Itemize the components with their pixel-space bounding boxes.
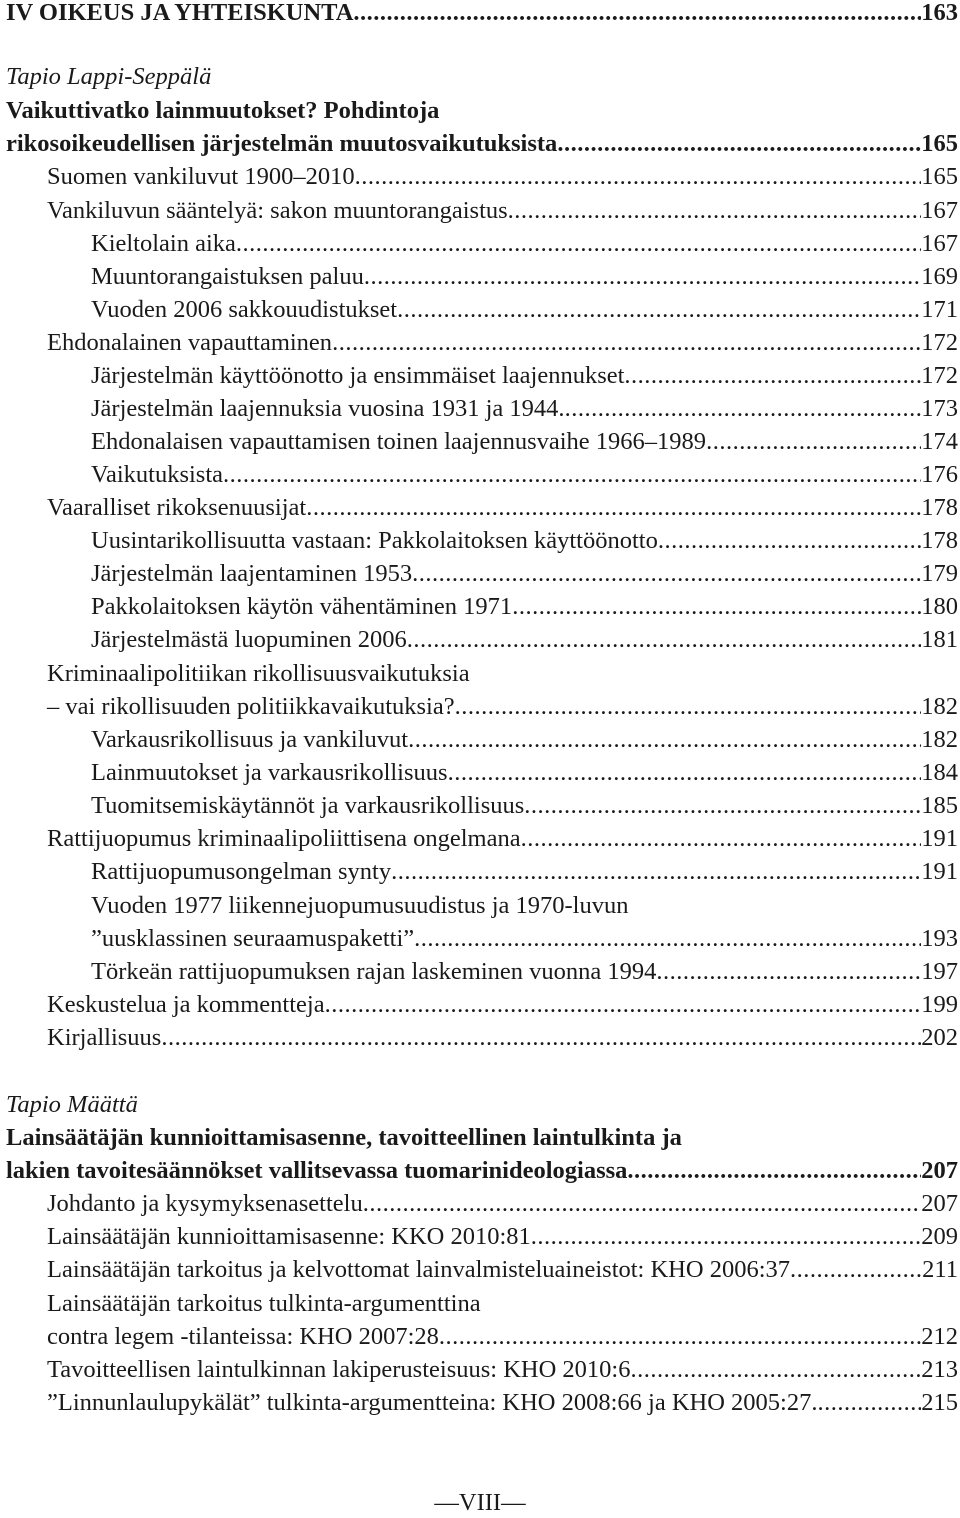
page-number: 169: [921, 263, 958, 290]
toc-subentry[interactable]: ”uusklassinen seuraamuspaketti” ..... 193: [0, 922, 958, 955]
page-number: 213: [921, 1356, 958, 1383]
toc-subentry[interactable]: Vaikutuksista ..... 176: [0, 458, 958, 491]
dot-leader: [521, 822, 922, 855]
dot-leader: [223, 458, 921, 491]
dot-leader: [363, 1187, 922, 1220]
toc-entry[interactable]: Lainsäätäjän kunnioittamisasenne: KKO 2010:81 ..... 209: [0, 1220, 958, 1253]
dot-leader: [531, 1220, 921, 1253]
toc-subentry[interactable]: Tuomitsemiskäytännöt ja varkausrikollisuus ..... 185: [0, 789, 958, 822]
page-folio: —VIII—: [434, 1489, 526, 1516]
page-number: 167: [921, 230, 958, 257]
page-number: 176: [921, 461, 958, 488]
toc-entry[interactable]: Keskustelua ja kommentteja ..... 199: [0, 988, 958, 1021]
dot-leader: [455, 690, 922, 723]
dot-leader: [355, 160, 922, 193]
toc-subentry[interactable]: Järjestelmän laajentaminen 1953 ..... 179: [0, 557, 958, 590]
page-number: 207: [921, 1190, 958, 1217]
page-number: 182: [921, 726, 958, 753]
page-number: 179: [921, 560, 958, 587]
toc-entry[interactable]: Suomen vankiluvut 1900–2010 ..... 165: [0, 160, 958, 193]
toc-subentry[interactable]: Järjestelmästä luopuminen 2006 ..... 181: [0, 623, 958, 656]
toc-subentry[interactable]: Varkausrikollisuus ja vankiluvut ..... 182: [0, 723, 958, 756]
page-number: 174: [921, 428, 958, 455]
toc-entry[interactable]: Vaaralliset rikoksenuusijat ..... 178: [0, 491, 958, 524]
chapter-title: Vaikuttivatko lainmuutokset? Pohdintoja: [6, 97, 440, 124]
page-number: 181: [921, 626, 958, 653]
toc-subentry[interactable]: Muuntorangaistuksen paluu ..... 169: [0, 260, 958, 293]
page-number: 165: [921, 163, 958, 190]
toc-subentry[interactable]: Järjestelmän laajennuksia vuosina 1931 ja 1944. ..... 173: [0, 392, 958, 425]
chapter-title-entry[interactable]: rikosoikeudellisen järjestelmän muutosvaikutuksista ..... 165: [0, 127, 958, 160]
page-number: 178: [921, 527, 958, 554]
page-number: 193: [921, 925, 958, 952]
toc-subentry[interactable]: Ehdonalaisen vapauttamisen toinen laajennusvaihe 1966–1989 ..... 174: [0, 425, 958, 458]
toc-subentry[interactable]: Kieltolain aika ..... 167: [0, 227, 958, 260]
toc-subentry[interactable]: Uusintarikollisuutta vastaan: Pakkolaitoksen käyttöönotto ..... 178: [0, 524, 958, 557]
toc-subentry-heading-line: Vuoden 1977 liikennejuopumusuudistus ja 1970-luvun: [91, 892, 629, 919]
page-number: 209: [921, 1223, 958, 1250]
dot-leader: [624, 359, 921, 392]
page-number: 163: [921, 0, 958, 26]
dot-leader: [407, 623, 922, 656]
dot-leader: [364, 260, 921, 293]
dot-leader: [658, 524, 921, 557]
page-number: 197: [921, 958, 958, 985]
page-number: 184: [921, 759, 958, 786]
toc-entry-heading-line: Kriminaalipolitiikan rikollisuusvaikutuksia: [47, 660, 470, 687]
toc-subentry[interactable]: Lainmuutokset ja varkausrikollisuus ..... 184: [0, 756, 958, 789]
dot-leader: [565, 392, 922, 425]
dot-leader: [630, 1353, 921, 1386]
dot-leader: [706, 425, 921, 458]
page-number: 172: [921, 329, 958, 356]
toc-entry[interactable]: – vai rikollisuuden politiikkavaikutuksia? ..... 182: [0, 690, 958, 723]
dot-leader: [414, 922, 921, 955]
dot-leader: [557, 127, 921, 160]
toc-section-heading[interactable]: [0, 0, 958, 29]
page-number: 191: [921, 858, 958, 885]
toc-entry[interactable]: Vankiluvun sääntelyä: sakon muuntorangaistus ..... 167: [0, 194, 958, 227]
dot-leader: [353, 0, 921, 29]
chapter-title-entry[interactable]: lakien tavoitesäännökset vallitsevassa tuomarinideologiassa ..... 207: [0, 1154, 958, 1187]
dot-leader: [325, 988, 922, 1021]
dot-leader: [236, 227, 921, 260]
dot-leader: [397, 293, 921, 326]
section-title: IV OIKEUS JA YHTEISKUNTA: [6, 0, 354, 26]
page-number: 215: [921, 1389, 958, 1416]
dot-leader: [817, 1386, 921, 1419]
toc-subentry[interactable]: Vuoden 2006 sakkouudistukset ..... 171: [0, 293, 958, 326]
chapter-author: Tapio Lappi-Seppälä: [6, 63, 212, 90]
page-number: 165: [921, 130, 958, 157]
chapter-author: Tapio Määttä: [6, 1091, 138, 1118]
dot-leader: [332, 326, 921, 359]
page-number: 180: [921, 593, 958, 620]
dot-leader: [391, 855, 921, 888]
toc-subentry[interactable]: Rattijuopumusongelman synty ..... 191: [0, 855, 958, 888]
dot-leader: [412, 557, 921, 590]
toc-subentry[interactable]: Järjestelmän käyttöönotto ja ensimmäiset laajennukset ..... 172: [0, 359, 958, 392]
dot-leader: [439, 1320, 921, 1353]
dot-leader: [408, 723, 921, 756]
dot-leader: [656, 955, 921, 988]
toc-entry[interactable]: Ehdonalainen vapauttaminen ..... 172: [0, 326, 958, 359]
toc-entry[interactable]: contra legem -tilanteissa: KHO 2007:28 ..... 212: [0, 1320, 958, 1353]
chapter-title: Lainsäätäjän kunnioittamisasenne, tavoitteellinen laintulkinta ja: [6, 1124, 682, 1151]
page-number: 191: [921, 825, 958, 852]
page-number: 199: [921, 991, 958, 1018]
dot-leader: [524, 789, 921, 822]
toc-entry[interactable]: Lainsäätäjän tarkoitus ja kelvottomat lainvalmisteluaineistot: KHO 2006:37 ..... 211: [0, 1253, 958, 1286]
page-number: 185: [921, 792, 958, 819]
page-number: 178: [921, 494, 958, 521]
toc-subentry[interactable]: Törkeän rattijuopumuksen rajan laskeminen vuonna 1994 ..... 197: [0, 955, 958, 988]
toc-subentry[interactable]: Pakkolaitoksen käytön vähentäminen 1971 ..... 180: [0, 590, 958, 623]
page-number: 211: [922, 1256, 958, 1283]
page-number: 173: [921, 395, 958, 422]
dot-leader: [508, 194, 922, 227]
page-number: 171: [921, 296, 958, 323]
page-number: 212: [921, 1323, 958, 1350]
toc-entry[interactable]: ”Linnunlaulupykälät” tulkinta-argumentteina: KHO 2008:66 ja KHO 2005:27. ..... 215: [0, 1386, 958, 1419]
page-number: 182: [921, 693, 958, 720]
page-number: 167: [921, 197, 958, 224]
dot-leader: [627, 1154, 921, 1187]
dot-leader: [306, 491, 921, 524]
toc-entry[interactable]: Rattijuopumus kriminaalipoliittisena ongelmana ..... 191: [0, 822, 958, 855]
page-number: 172: [921, 362, 958, 389]
dot-leader: [512, 590, 921, 623]
page-number: 207: [921, 1157, 958, 1184]
toc-entry-heading-line: Lainsäätäjän tarkoitus tulkinta-argumenttina: [47, 1290, 481, 1317]
page-number: 202: [921, 1024, 958, 1051]
dot-leader: [448, 756, 922, 789]
dot-leader: [790, 1253, 922, 1286]
dot-leader: [161, 1021, 921, 1054]
toc-entry[interactable]: Johdanto ja kysymyksenasettelu ..... 207: [0, 1187, 958, 1220]
toc-entry[interactable]: Kirjallisuus ..... 202: [0, 1021, 958, 1054]
toc-entry[interactable]: Tavoitteellisen laintulkinnan lakiperusteisuus: KHO 2010:6 ..... 213: [0, 1353, 958, 1386]
